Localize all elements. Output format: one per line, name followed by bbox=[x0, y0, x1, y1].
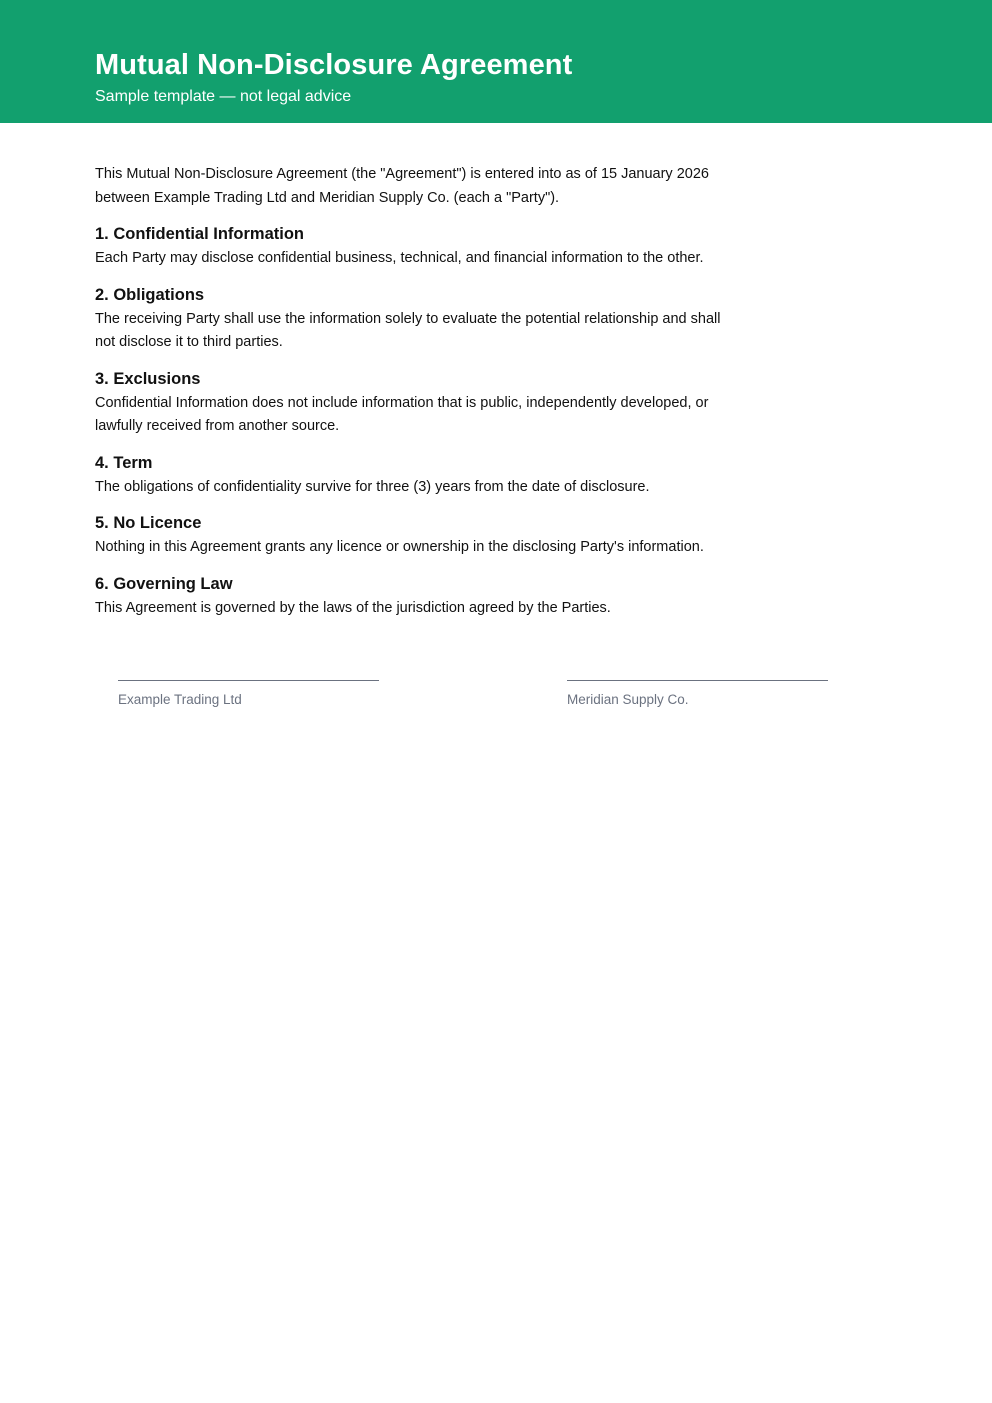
section-heading: 2. Obligations bbox=[95, 285, 205, 304]
section-heading: 3. Exclusions bbox=[95, 369, 201, 388]
signature-party-name: Meridian Supply Co. bbox=[567, 692, 689, 707]
section-heading: 4. Term bbox=[95, 453, 153, 472]
section-heading: 1. Confidential Information bbox=[95, 225, 304, 243]
section-body: Nothing in this Agreement grants any licence or ownership in the disclosing Party's information. bbox=[95, 539, 704, 555]
section-confidential-information bbox=[95, 224, 740, 271]
section-body: Each Party may disclose confidential business, technical, and financial information to the other. bbox=[95, 250, 704, 266]
section-heading: 6. Governing Law bbox=[95, 574, 233, 593]
signature-block-party-1 bbox=[118, 680, 379, 708]
document-header bbox=[0, 0, 992, 123]
section-heading: 5. No Licence bbox=[95, 514, 202, 532]
intro-paragraph: This Mutual Non-Disclosure Agreement (the "Agreement") is entered into as of 15 January 2026 between Example Trading Ltd and Meridian Supply Co. (each a "Party"). bbox=[95, 166, 709, 206]
section-obligations bbox=[95, 285, 740, 355]
section-governing-law bbox=[95, 574, 740, 621]
document-subtitle: Sample template — not legal advice bbox=[95, 88, 352, 105]
section-body: This Agreement is governed by the laws of the jurisdiction agreed by the Parties. bbox=[95, 599, 611, 616]
signature-block-party-2 bbox=[567, 680, 828, 708]
section-no-licence bbox=[95, 513, 740, 560]
section-body: The obligations of confidentiality survive for three (3) years from the date of disclosure. bbox=[95, 478, 650, 495]
signature-party-name: Example Trading Ltd bbox=[118, 692, 242, 707]
document-title: Mutual Non-Disclosure Agreement bbox=[95, 49, 573, 81]
signature-line bbox=[567, 680, 828, 681]
section-exclusions bbox=[95, 369, 740, 439]
section-term bbox=[95, 453, 740, 500]
signature-area bbox=[118, 680, 828, 720]
section-body: Confidential Information does not include information that is public, independently developed, or lawfully received from another source. bbox=[95, 394, 709, 434]
section-body: The receiving Party shall use the information solely to evaluate the potential relationship and shall not disclose it to third parties. bbox=[95, 310, 721, 350]
signature-line bbox=[118, 680, 379, 681]
document-body bbox=[95, 163, 740, 620]
